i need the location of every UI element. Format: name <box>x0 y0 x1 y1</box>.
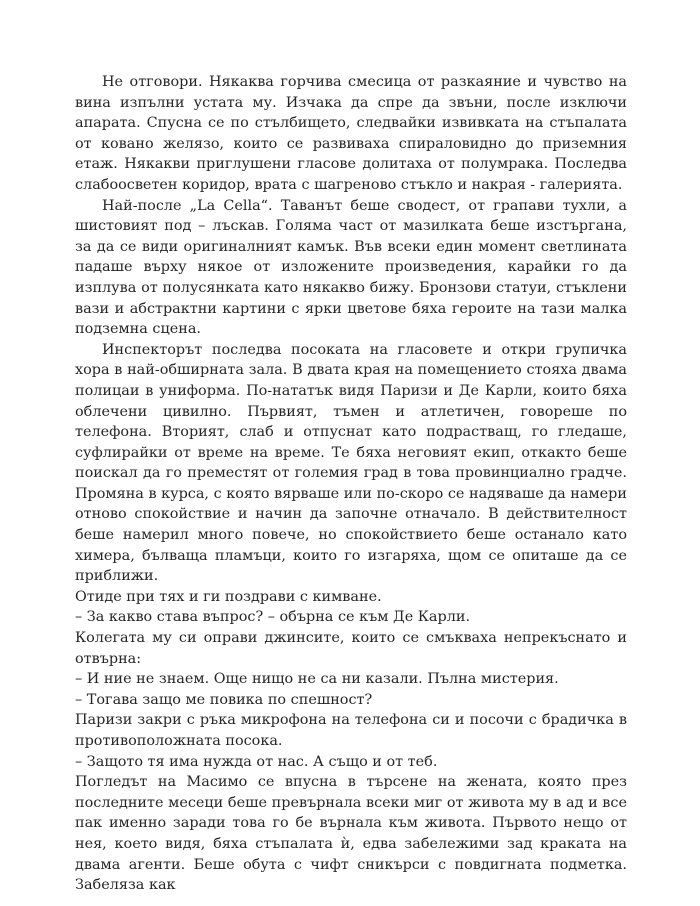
paragraph: Отиде при тях и ги поздрави с кимване. <box>75 588 382 605</box>
paragraph: Колегата му си оправи джинсите, които се смъкваха непрекъснато и отвърна: <box>75 630 627 667</box>
paragraph: Паризи закри с ръка микрофона на телефона си и посочи с брадичка в противоположната посока. <box>75 712 627 749</box>
paragraph: Най-после „La Cella“. Таванът беше сводест, от грапави тухли, а шистовият под – лъскав. Голяма част от мазилката беше изстъргана, за да се види оригиналният камък. Във всеки един момент светлината падаше върху някое от изложените произведения, карайки го да изплува от полусянката като някакво бижу. Бронзови статуи, стъклени вази и абстрактни картини с ярки цветове бяха героите на тази малка подземна сцена. <box>75 197 627 338</box>
paragraph: Инспекторът последва посоката на гласовете и откри групичка хора в най-обширната зала. В двата края на помещението стояха двама полицаи в униформа. По-нататък видя Паризи и Де Карли, които бяха облечени цивилно. Първият, тъмен и атлетичен, говореше по телефона. Вторият, слаб и отпуснат като подрастващ, го гледаше, суфлирайки от време на време. Те бяха неговият екип, откакто беше поискал да го преместят от големия град в това провинциално градче. Промяна в курса, с която вярваше или по-скоро се надяваше да намери отново спокойствие и начин да започне отначало. В действителност беше намерил много повече, но спокойствието беше останало като химера, бълваща пламъци, които го изгаряха, щом се опиташе да се приближи. <box>75 341 627 585</box>
dialogue-line: – И ние не знаем. Още нищо не са ни казали. Пълна мистерия. <box>75 671 559 688</box>
paragraph: Погледът на Масимо се впусна в търсене на жената, която през последните месеци беше превърнала всеки миг от живота му в ад и все пак именно заради това го бе върнала към живота. Първото нещо от нея, което видя, бяха стъпалата ѝ, едва забележими зад краката на двама агенти. Беше обута с чифт сникърси с повдигната подметка. Забеляза как <box>75 774 627 894</box>
dialogue-line: – Тогава защо ме повика по спешност? <box>75 691 373 708</box>
paragraph: Не отговори. Някаква горчива смесица от разкаяние и чувство на вина изпълни устата му. Изчака да спре да звъни, после изключи апарата. Спусна се по стълбището, следвайки извивката на стъпалата от ковано желязо, които се развиваха спираловидно до приземния етаж. Някакви приглушени гласове долитаха от полумрака. Последва слабоосветен коридор, врата с шагреново стъкло и накрая - галерията. <box>75 74 627 193</box>
dialogue-line: – За какво става въпрос? – обърна се към Де Карли. <box>75 609 471 626</box>
page-body <box>75 72 627 896</box>
dialogue-line: – Защото тя има нужда от нас. А също и от теб. <box>75 753 438 770</box>
